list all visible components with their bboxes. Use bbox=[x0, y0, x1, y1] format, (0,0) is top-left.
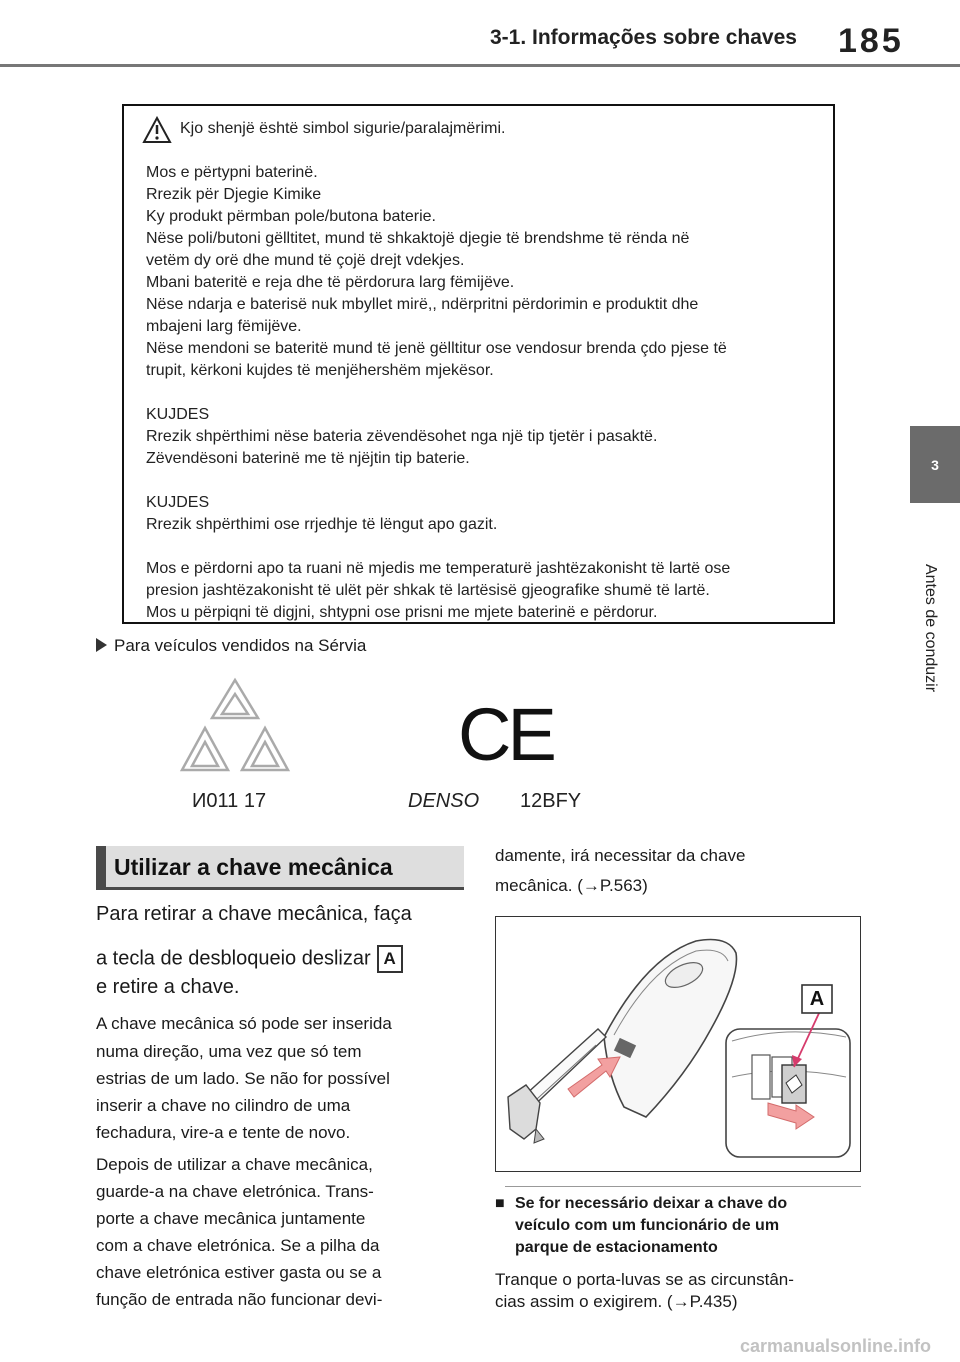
subsection-title-line: veículo com um funcionário de um bbox=[515, 1217, 780, 1234]
ce-mark: CE bbox=[458, 693, 553, 776]
body-line: mecânica. (→P.563) bbox=[495, 876, 648, 895]
subsection-text-line: cias assim o exigirem. (→P.435) bbox=[495, 1292, 738, 1311]
recycling-triangles-icon bbox=[170, 670, 310, 790]
subsection-title-line: Se for necessário deixar a chave do bbox=[515, 1195, 788, 1212]
body-line: Depois de utilizar a chave mecânica, bbox=[96, 1155, 373, 1174]
chapter-tab: 3 bbox=[910, 426, 960, 503]
figure-callout-a: A bbox=[809, 988, 825, 1010]
body-line: com a chave eletrónica. Se a pilha da bbox=[96, 1236, 380, 1255]
label-line: Nëse mendoni se bateritë mund të jenë gëlltitur ose vendosur brenda çdo pjese të bbox=[146, 340, 727, 357]
body-line: chave eletrónica estiver gasta ou se a bbox=[96, 1263, 382, 1282]
body-line: função de entrada não funcionar devi- bbox=[96, 1290, 383, 1309]
bullet-arrow-icon bbox=[96, 638, 107, 652]
body-line: guarde-a na chave eletrónica. Trans- bbox=[96, 1182, 374, 1201]
body-line: numa direção, uma vez que só tem bbox=[96, 1042, 362, 1061]
battery-warning-label bbox=[122, 104, 835, 624]
brand-name: DENSO bbox=[408, 790, 480, 812]
label-line: trupit, kërkoni kujdes të menjëhershëm mjekësor. bbox=[146, 362, 494, 379]
certification-code: И011 17 bbox=[192, 790, 267, 812]
body-line: estrias de um lado. Se não for possível bbox=[96, 1069, 390, 1088]
label-line: Mos e përdorni apo ta ruani në mjedis me temperaturë jashtëzakonisht të lartë ose bbox=[146, 560, 731, 577]
section-title: Utilizar a chave mecânica bbox=[96, 846, 464, 890]
serbia-heading-text: Para veículos vendidos na Sérvia bbox=[114, 636, 367, 655]
header-rule bbox=[0, 64, 960, 67]
label-line: Rrezik shpërthimi nëse bateria zëvendësohet nga një tip tjetër i pasaktë. bbox=[146, 428, 658, 445]
label-line: mbajeni larg fëmijëve. bbox=[146, 318, 302, 335]
label-line: Zëvendësoni baterinë me të njëjtin tip baterie. bbox=[146, 450, 470, 467]
intro-line: e retire a chave. bbox=[96, 976, 240, 998]
label-line: Mbani bateritë e reja dhe të përdorura larg fëmijëve. bbox=[146, 274, 515, 291]
label-line: Nëse poli/butoni gëlltitet, mund të shkaktojë djegie të brendshme të rënda në bbox=[146, 230, 690, 247]
label-line: KUJDES bbox=[146, 494, 210, 511]
figure-separator bbox=[505, 1186, 861, 1187]
page-number: 185 bbox=[838, 22, 904, 60]
section-header: 3-1. Informações sobre chaves bbox=[490, 26, 797, 49]
body-line: inserir a chave no cilindro de uma bbox=[96, 1096, 351, 1115]
body-line: A chave mecânica só pode ser inserida bbox=[96, 1014, 392, 1033]
mechanical-key-figure bbox=[495, 916, 861, 1172]
intro-line: Para retirar a chave mecânica, faça bbox=[96, 903, 412, 925]
body-line: fechadura, vire-a e tente de novo. bbox=[96, 1123, 351, 1142]
intro-line-with-key bbox=[96, 945, 403, 973]
warning-triangle-icon bbox=[142, 116, 172, 144]
label-line: Rrezik shpërthimi ose rrjedhje të lëngut apo gazit. bbox=[146, 516, 498, 533]
subsection-text-line: Tranque o porta-luvas se as circunstân- bbox=[495, 1270, 794, 1289]
label-line: presion jashtëzakonisht të ulët për shkak të lartësisë gjeografike shumë të lartë. bbox=[146, 582, 710, 599]
label-line: Mos u përpiqni të digjni, shtypni ose prisni me mjete baterinë e përdorur. bbox=[146, 604, 658, 621]
subsection-title-line: parque de estacionamento bbox=[515, 1239, 718, 1256]
label-line: Kjo shenjë është simbol sigurie/paralajmërimi. bbox=[180, 120, 506, 137]
label-line: Nëse ndarja e baterisë nuk mbyllet mirë,, ndërpritni përdorimin e produktit dhe bbox=[146, 296, 699, 313]
label-line: KUJDES bbox=[146, 406, 210, 423]
serbia-heading bbox=[96, 636, 366, 656]
label-line: vetëm dy orë dhe mund të çojë drejt vdekjes. bbox=[146, 252, 465, 269]
label-line: Ky produkt përmban pole/butona baterie. bbox=[146, 208, 436, 225]
watermark: carmanualsonline.info bbox=[740, 1336, 932, 1356]
model-code: 12BFY bbox=[520, 790, 582, 812]
smart-key-illustration bbox=[496, 917, 859, 1170]
label-line: Mos e përtypni baterinë. bbox=[146, 164, 318, 181]
subsection-bullet-icon: ■ bbox=[495, 1195, 505, 1212]
body-line: porte a chave mecânica juntamente bbox=[96, 1209, 366, 1228]
label-line: Rrezik për Djegie Kimike bbox=[146, 186, 322, 203]
intro-line: a tecla de desbloqueio deslizar bbox=[96, 947, 371, 970]
body-line: damente, irá necessitar da chave bbox=[495, 846, 746, 865]
chapter-tab-label: Antes de conduzir bbox=[922, 563, 939, 693]
release-key-callout: A bbox=[377, 945, 403, 973]
